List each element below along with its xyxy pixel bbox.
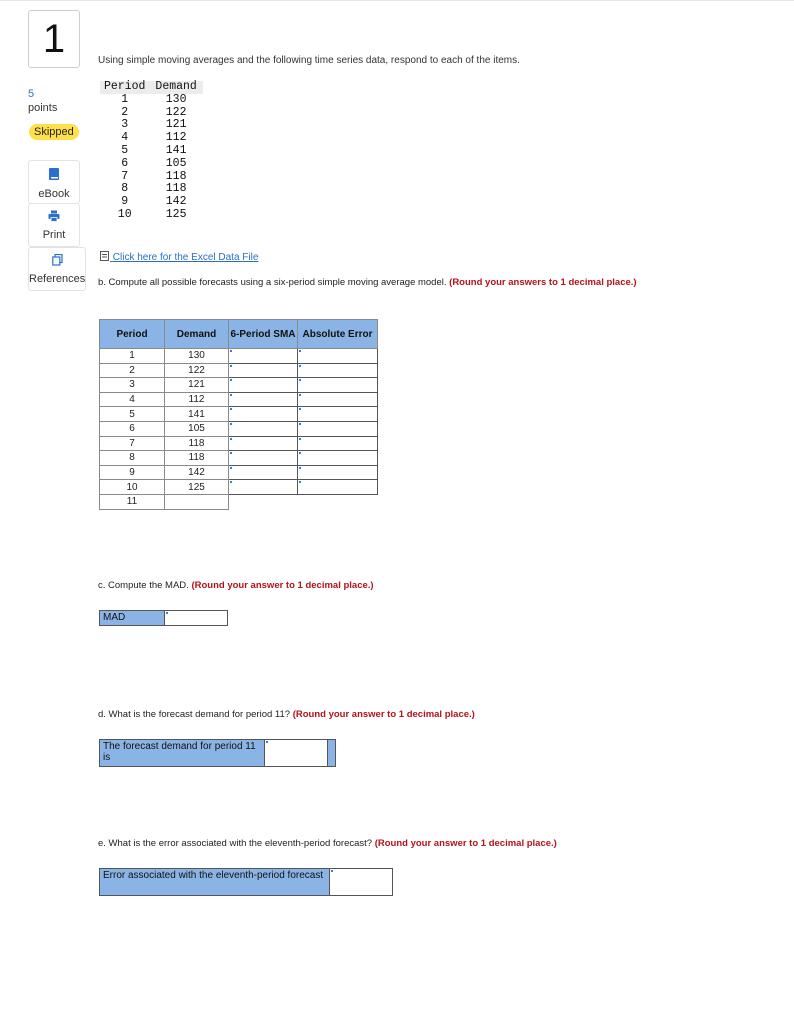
sma-input[interactable]: [229, 421, 298, 436]
demand-cell: 118: [165, 436, 229, 451]
raw-row: [100, 209, 203, 222]
raw-period-cell: 10: [117, 207, 132, 221]
demand-cell: 112: [165, 392, 229, 407]
period-cell: 1: [100, 349, 165, 364]
period-cell: 4: [100, 392, 165, 407]
raw-demand-cell: 130: [165, 92, 187, 106]
abs-error-input[interactable]: [298, 407, 378, 422]
print-button[interactable]: [28, 203, 80, 247]
references-label: References: [29, 273, 86, 285]
table-row: [100, 363, 378, 378]
period-cell: 2: [100, 363, 165, 378]
header-demand: Demand: [165, 320, 229, 349]
raw-period-cell: 9: [121, 195, 129, 209]
demand-cell: 105: [165, 421, 229, 436]
sma-input[interactable]: [229, 451, 298, 466]
copy-icon: [29, 254, 85, 269]
part-b-note: (Round your answers to 1 decimal place.): [449, 277, 637, 288]
demand-cell: 141: [165, 407, 229, 422]
part-c-question: [98, 580, 374, 591]
ebook-button[interactable]: [28, 160, 80, 204]
document-icon: [100, 251, 110, 264]
forecast-unit-cell: [327, 739, 336, 767]
sma-input[interactable]: [229, 378, 298, 393]
sma-input[interactable]: [229, 363, 298, 378]
abs-error-input[interactable]: [298, 465, 378, 480]
raw-demand-cell: 122: [165, 105, 187, 119]
part-e-text: e. What is the error associated with the eleventh-period forecast?: [98, 838, 373, 849]
abs-error-input[interactable]: [298, 363, 378, 378]
raw-demand-cell: 121: [165, 118, 187, 132]
part-d-question: [98, 709, 475, 720]
table-row: [100, 349, 378, 364]
abs-error-input[interactable]: [298, 392, 378, 407]
sma-input[interactable]: [229, 349, 298, 364]
raw-demand-cell: 142: [165, 195, 187, 209]
demand-cell: 142: [165, 465, 229, 480]
raw-demand-cell: 112: [165, 131, 187, 145]
demand-cell: 122: [165, 363, 229, 378]
printer-icon: [29, 210, 79, 225]
raw-row: [100, 94, 203, 107]
raw-period-cell: 7: [121, 169, 129, 183]
period-cell: 6: [100, 421, 165, 436]
demand-cell: 118: [165, 451, 229, 466]
demand-cell: 121: [165, 378, 229, 393]
forecast-label: The forecast demand for period 11 is: [99, 739, 265, 767]
header-period: Period: [100, 320, 165, 349]
raw-period-cell: 6: [121, 156, 129, 170]
ebook-label: eBook: [38, 188, 70, 200]
points-label: points: [28, 102, 58, 114]
raw-period-cell: 4: [121, 131, 129, 145]
part-c-text: c. Compute the MAD.: [98, 580, 189, 591]
raw-demand-cell: 105: [165, 156, 187, 170]
raw-period-cell: 8: [121, 182, 129, 196]
part-e-note: (Round your answer to 1 decimal place.): [374, 838, 557, 849]
part-d-note: (Round your answer to 1 decimal place.): [292, 709, 475, 720]
excel-link[interactable]: [100, 251, 258, 264]
raw-row: [100, 158, 203, 171]
abs-error-input[interactable]: [298, 451, 378, 466]
table-row: [100, 436, 378, 451]
error-label: Error associated with the eleventh-period forecast: [99, 868, 330, 896]
raw-header-demand: Demand: [155, 80, 197, 93]
raw-row: [100, 107, 203, 120]
table-row: [100, 494, 378, 509]
demand-cell: 125: [165, 480, 229, 495]
abs-error-input[interactable]: [298, 436, 378, 451]
demand-cell: [165, 494, 229, 509]
part-b-text: b. Compute all possible forecasts using a six-period simple moving average model.: [98, 277, 447, 288]
table-row: [100, 407, 378, 422]
abs-error-input[interactable]: [298, 480, 378, 495]
raw-data-table: [100, 81, 203, 222]
period-cell: 10: [100, 480, 165, 495]
error-input[interactable]: [329, 868, 393, 896]
raw-demand-cell: 141: [165, 143, 187, 157]
part-e-question: [98, 838, 557, 849]
table-row: [100, 378, 378, 393]
raw-period-cell: 5: [121, 143, 129, 157]
period-cell: 9: [100, 465, 165, 480]
raw-demand-cell: 118: [165, 182, 187, 196]
period-cell: 11: [100, 494, 165, 509]
demand-cell: 130: [165, 349, 229, 364]
forecast-input[interactable]: [264, 739, 328, 767]
book-icon: [29, 167, 79, 184]
raw-row: [100, 119, 203, 132]
header-sma: 6-Period SMA: [229, 320, 298, 349]
print-label: Print: [42, 229, 66, 241]
excel-link-text: Click here for the Excel Data File: [112, 252, 259, 263]
raw-period-cell: 3: [121, 118, 129, 132]
table-row: [100, 421, 378, 436]
raw-demand-cell: 118: [165, 169, 187, 183]
raw-row: [100, 183, 203, 196]
points-value: 5: [28, 88, 35, 100]
abs-error-input[interactable]: [298, 349, 378, 364]
sma-input[interactable]: [229, 407, 298, 422]
status-badge: Skipped: [29, 124, 79, 140]
sma-input[interactable]: [229, 392, 298, 407]
part-b-question: [98, 277, 698, 289]
raw-row: [100, 171, 203, 184]
raw-demand-cell: 125: [165, 207, 187, 221]
question-number: 1: [28, 10, 80, 68]
table-row: [100, 465, 378, 480]
raw-period-cell: 1: [121, 92, 129, 106]
abs-error-input[interactable]: [298, 378, 378, 393]
part-d-text: d. What is the forecast demand for period 11?: [98, 709, 291, 720]
sma-table: [99, 319, 378, 510]
raw-row: [100, 145, 203, 158]
references-button[interactable]: [28, 247, 86, 291]
raw-row: [100, 196, 203, 209]
period-cell: 5: [100, 407, 165, 422]
period-cell: 3: [100, 378, 165, 393]
period-cell: 8: [100, 451, 165, 466]
table-row: [100, 392, 378, 407]
table-row: [100, 451, 378, 466]
period-cell: 7: [100, 436, 165, 451]
intro-text: Using simple moving averages and the following time series data, respond to each of the items.: [98, 55, 520, 66]
mad-label: MAD: [99, 610, 165, 626]
sma-input[interactable]: [229, 436, 298, 451]
top-divider: [0, 0, 794, 1]
raw-row: [100, 132, 203, 145]
abs-error-input[interactable]: [298, 421, 378, 436]
sma-input[interactable]: [229, 465, 298, 480]
raw-period-cell: 2: [121, 105, 129, 119]
raw-header-period: Period: [104, 80, 146, 93]
header-abs-error: Absolute Error: [298, 320, 378, 349]
part-c-note: (Round your answer to 1 decimal place.): [191, 580, 374, 591]
sma-input[interactable]: [229, 480, 298, 495]
table-row: [100, 480, 378, 495]
mad-input[interactable]: [164, 610, 228, 626]
